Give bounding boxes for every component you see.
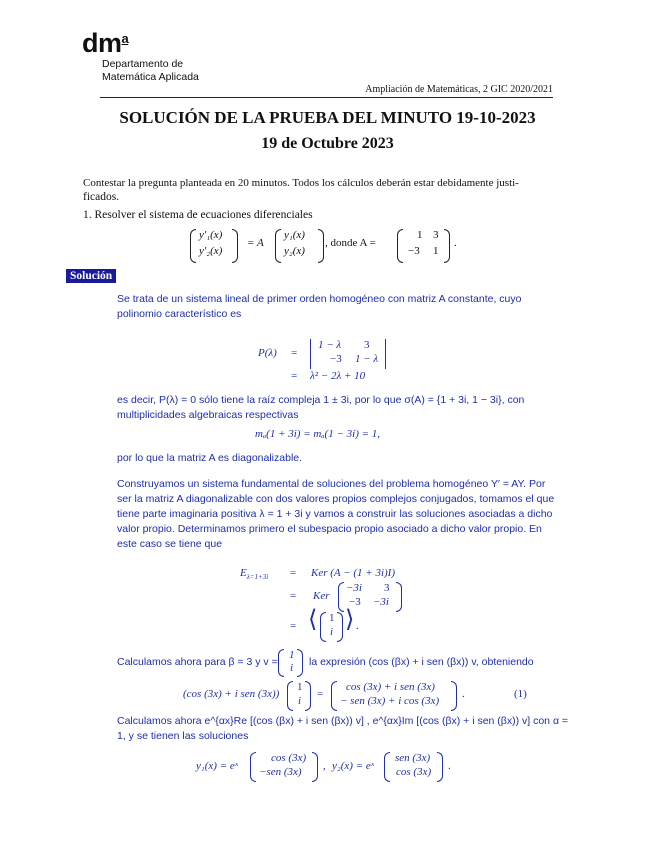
- instructions-cont: ficados.: [83, 191, 120, 203]
- paragraph-fundamental-system: Construyamos un sistema fundamental de soluciones del problema homogéneo Y′ = AY. Por ser la matriz A diagonalizable con dos valores propios complejos conjugados, tomamos el que tiene parte imaginaria positiva λ = 1 + 3i y vamos a construir las soluciones asociadas a dicho valor propio. Determinamos primero el subespacio propio asociado a dicho valor propio. En este caso se tiene que: [117, 478, 555, 550]
- paragraph-intro: Se trata de un sistema lineal de primer orden homogéneo con matriz A constante, cuyo polinomio característico es: [117, 293, 522, 320]
- paragraph-eigenvalues: es decir, P(λ) = 0 sólo tiene la raíz compleja 1 ± 3i, por lo que σ(A) = {1 + 3i, 1 − 3i}, con multiplicidades algebraicas respectivas: [117, 394, 525, 421]
- question-1: 1. Resolver el sistema de ecuaciones diferenciales: [83, 209, 313, 221]
- paragraph-diagonalizable: por lo que la matriz A es diagonalizable.: [117, 452, 303, 464]
- solution-label: Solución: [66, 269, 116, 283]
- department-name: Departamento de Matemática Aplicada: [102, 58, 199, 83]
- dma-logo: $dm^a$: [82, 28, 129, 58]
- paragraph-real-imag: Calculamos ahora e^{αx}Re [(cos (βx) + i sen (βx)) v] , e^{αx}Im [(cos (βx) + i sen (βx)) v] con α = 1, y se tienen las soluciones: [117, 715, 569, 742]
- header-rule: [100, 97, 553, 98]
- instructions: Contestar la pregunta planteada en 20 minutos. Todos los cálculos deberán estar debidamente justi-: [83, 177, 519, 189]
- page-date: 19 de Octubre 2023: [261, 135, 394, 152]
- course-label: Ampliación de Matemáticas, 2 GIC 2020/2021: [365, 84, 553, 95]
- page-title: SOLUCIÓN DE LA PRUEBA DEL MINUTO 19-10-2023: [119, 108, 536, 127]
- multiplicity-equation: mₐ(1 + 3i) = mₐ(1 − 3i) = 1,: [255, 428, 381, 440]
